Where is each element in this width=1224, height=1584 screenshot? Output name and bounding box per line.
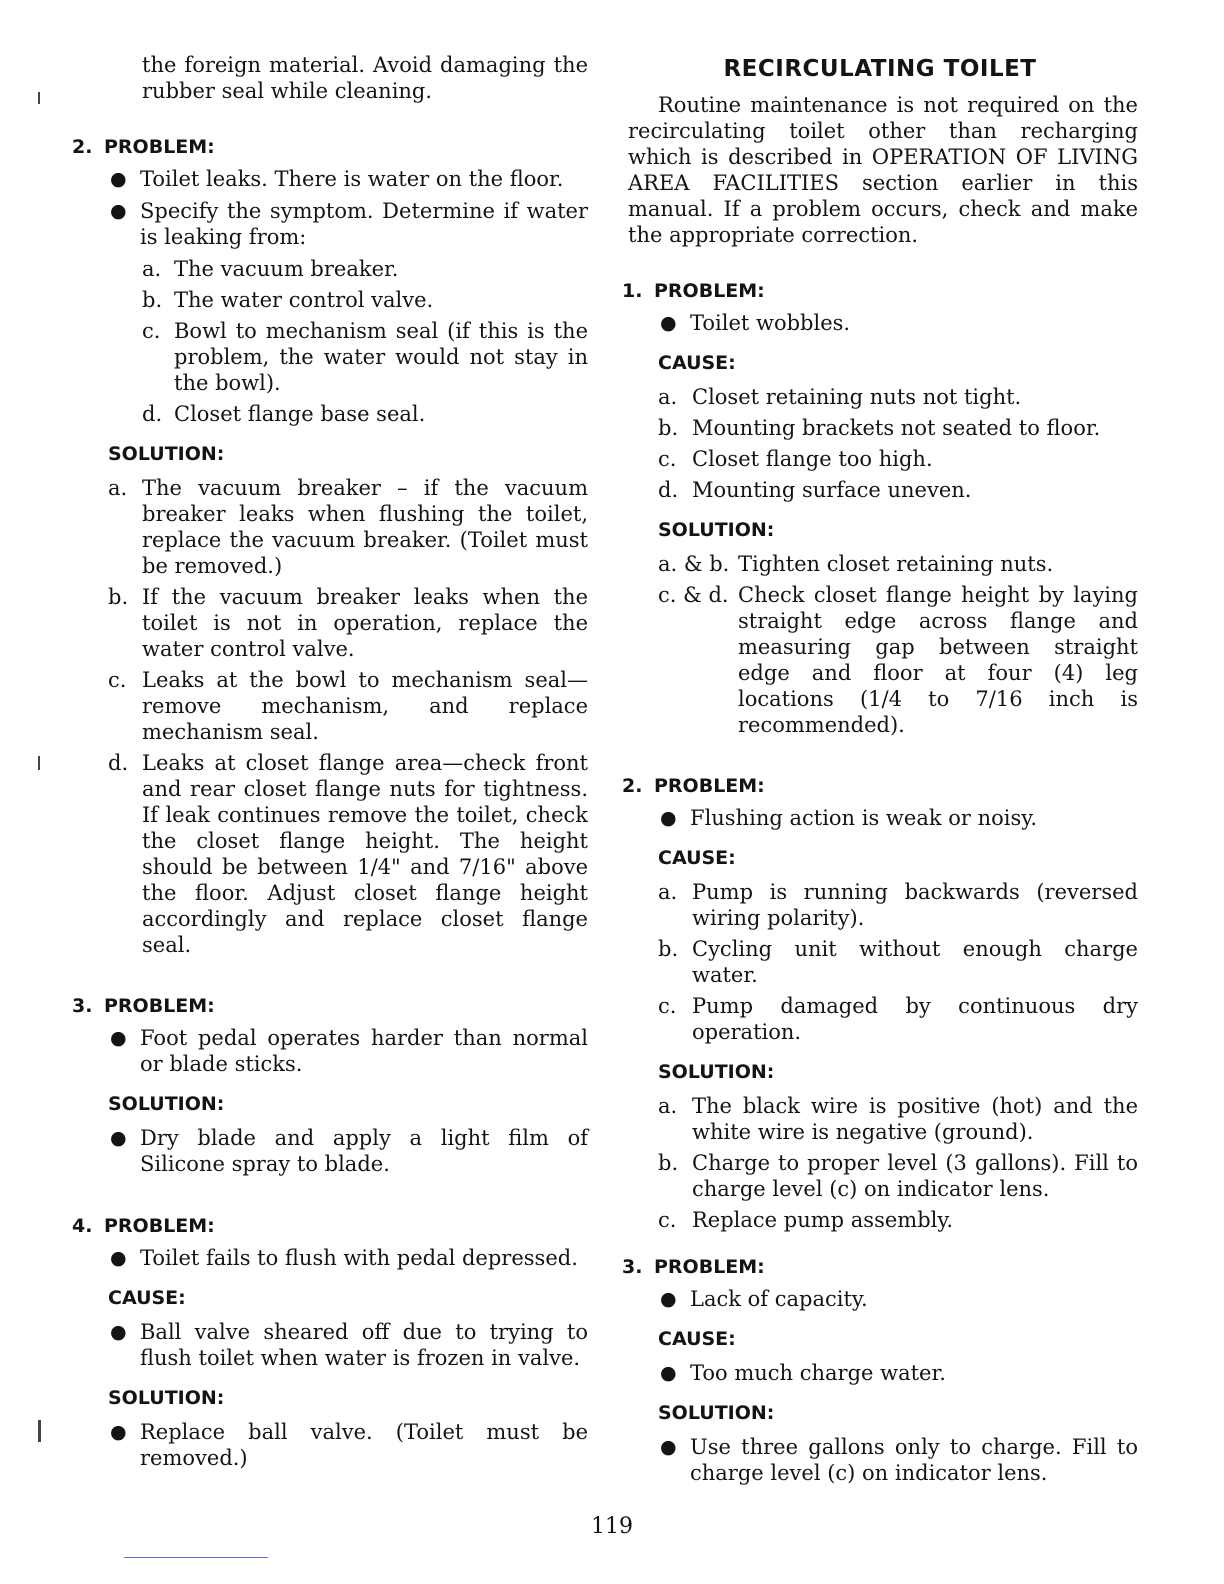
cause-item: a. Pump is running backwards (reversed wiring polarity). (658, 880, 1138, 930)
intro-paragraph: Routine maintenance is not required on the recirculating toilet other than recharging which is described in OPERATION OF LIVING AREA FACILITIES section earlier in this manual. If a problem occurs, check and make the appropriate correction. (628, 93, 1138, 247)
bullet-item: ● Specify the symptom. Determine if water is leaking from: (110, 199, 588, 249)
bullet-icon: ● (660, 1362, 677, 1384)
solution-item: c. Replace pump assembly. (658, 1208, 954, 1232)
bullet-icon: ● (110, 1421, 127, 1443)
cause-heading: CAUSE: (658, 1328, 736, 1350)
bullet-icon: ● (110, 200, 127, 222)
section-title: RECIRCULATING TOILET (723, 56, 1037, 82)
bullet-item: ● Too much charge water. (660, 1361, 946, 1385)
scan-margin-mark (38, 92, 40, 104)
solution-item: c. & d. Check closet flange height by laying straight edge across flange and measuring gap between straight edge and floor at four (4) leg locations (1/4 to 7/16 inch is recommended). (658, 583, 1138, 737)
footer-rule (124, 1557, 268, 1558)
recirc-problem-3-section (622, 1254, 1138, 1486)
solution-item: c. Leaks at the bowl to mechanism seal—remove mechanism, and replace mechanism seal. (108, 668, 588, 744)
cause-item: b. Mounting brackets not seated to floor. (658, 416, 1101, 440)
solution-heading: SOLUTION: (108, 1093, 225, 1115)
symptom-item: b. The water control valve. (142, 288, 434, 312)
problem-heading: 2. PROBLEM: (72, 136, 215, 158)
problem-2-section (72, 134, 588, 958)
bullet-item: ● Replace ball valve. (Toilet must be removed.) (110, 1420, 588, 1470)
left-column (72, 52, 588, 1477)
solution-item: b. Charge to proper level (3 gallons). Fill to charge level (c) on indicator lens. (658, 1151, 1138, 1201)
bullet-item: ● Flushing action is weak or noisy. (660, 806, 1038, 830)
cause-item: b. Cycling unit without enough charge water. (658, 937, 1138, 987)
symptom-item: a. The vacuum breaker. (142, 257, 399, 281)
symptom-item: d. Closet flange base seal. (142, 402, 426, 426)
cause-heading: CAUSE: (658, 352, 736, 374)
bullet-item: ● Dry blade and apply a light film of Silicone spray to blade. (110, 1126, 588, 1176)
bullet-icon: ● (660, 1436, 677, 1458)
bullet-icon: ● (660, 1288, 677, 1310)
symptom-item: c. Bowl to mechanism seal (if this is the problem, the water would not stay in the bowl). (142, 319, 588, 395)
bullet-icon: ● (110, 1027, 127, 1049)
cause-item: d. Mounting surface uneven. (658, 478, 972, 502)
cause-heading: CAUSE: (108, 1287, 186, 1309)
bullet-item: ● Toilet leaks. There is water on the floor. (110, 167, 564, 191)
problem-heading: 2. PROBLEM: (622, 775, 765, 797)
problem-heading: 1. PROBLEM: (622, 280, 765, 302)
bullet-icon: ● (110, 1127, 127, 1149)
right-column (622, 52, 1138, 1492)
solution-item: b. If the vacuum breaker leaks when the toilet is not in operation, replace the water control valve. (108, 585, 588, 661)
bullet-icon: ● (110, 1321, 127, 1343)
problem-4-section (72, 1213, 588, 1471)
solution-heading: SOLUTION: (658, 519, 775, 541)
solution-heading: SOLUTION: (108, 443, 225, 465)
solution-heading: SOLUTION: (108, 1387, 225, 1409)
solution-heading: SOLUTION: (658, 1061, 775, 1083)
bullet-item: ● Foot pedal operates harder than normal or blade sticks. (110, 1026, 588, 1076)
cause-heading: CAUSE: (658, 847, 736, 869)
scan-margin-mark (38, 756, 40, 770)
problem-heading: 4. PROBLEM: (72, 1215, 215, 1237)
bullet-item: ● Toilet fails to flush with pedal depressed. (110, 1246, 578, 1270)
solution-item: a. The vacuum breaker – if the vacuum breaker leaks when flushing the toilet, replace the vacuum breaker. (Toilet must be removed.) (108, 476, 588, 578)
bullet-item: ● Lack of capacity. (660, 1287, 868, 1311)
problem-heading: 3. PROBLEM: (72, 995, 215, 1017)
solution-item: d. Leaks at closet flange area—check front and rear closet flange nuts for tightness. If leak continues remove the toilet, check the closet flange height. The height should be between 1/4" and 7/16" above the floor. Adjust closet flange height accordingly and replace closet flange seal. (108, 751, 588, 957)
page-number: 119 (591, 1514, 633, 1539)
continued-paragraph: the foreign material. Avoid damaging the rubber seal while cleaning. (142, 53, 588, 103)
cause-item: a. Closet retaining nuts not tight. (658, 385, 1022, 409)
recirc-problem-1-section (622, 278, 1138, 738)
cause-item: c. Pump damaged by continuous dry operation. (658, 994, 1138, 1044)
solution-item: a. & b. Tighten closet retaining nuts. (658, 552, 1054, 576)
problem-heading: 3. PROBLEM: (622, 1256, 765, 1278)
cause-item: c. Closet flange too high. (658, 447, 933, 471)
recirc-problem-2-section (622, 773, 1138, 1233)
bullet-icon: ● (110, 168, 127, 190)
bullet-icon: ● (660, 312, 677, 334)
bullet-icon: ● (660, 807, 677, 829)
solution-heading: SOLUTION: (658, 1402, 775, 1424)
bullet-icon: ● (110, 1247, 127, 1269)
scan-margin-mark (38, 1420, 41, 1442)
bullet-item: ● Ball valve sheared off due to trying to flush toilet when water is frozen in valve. (110, 1320, 588, 1370)
problem-3-section (72, 993, 588, 1177)
bullet-item: ● Toilet wobbles. (660, 311, 851, 335)
solution-item: a. The black wire is positive (hot) and the white wire is negative (ground). (658, 1094, 1138, 1144)
bullet-item: ● Use three gallons only to charge. Fill to charge level (c) on indicator lens. (660, 1435, 1138, 1485)
